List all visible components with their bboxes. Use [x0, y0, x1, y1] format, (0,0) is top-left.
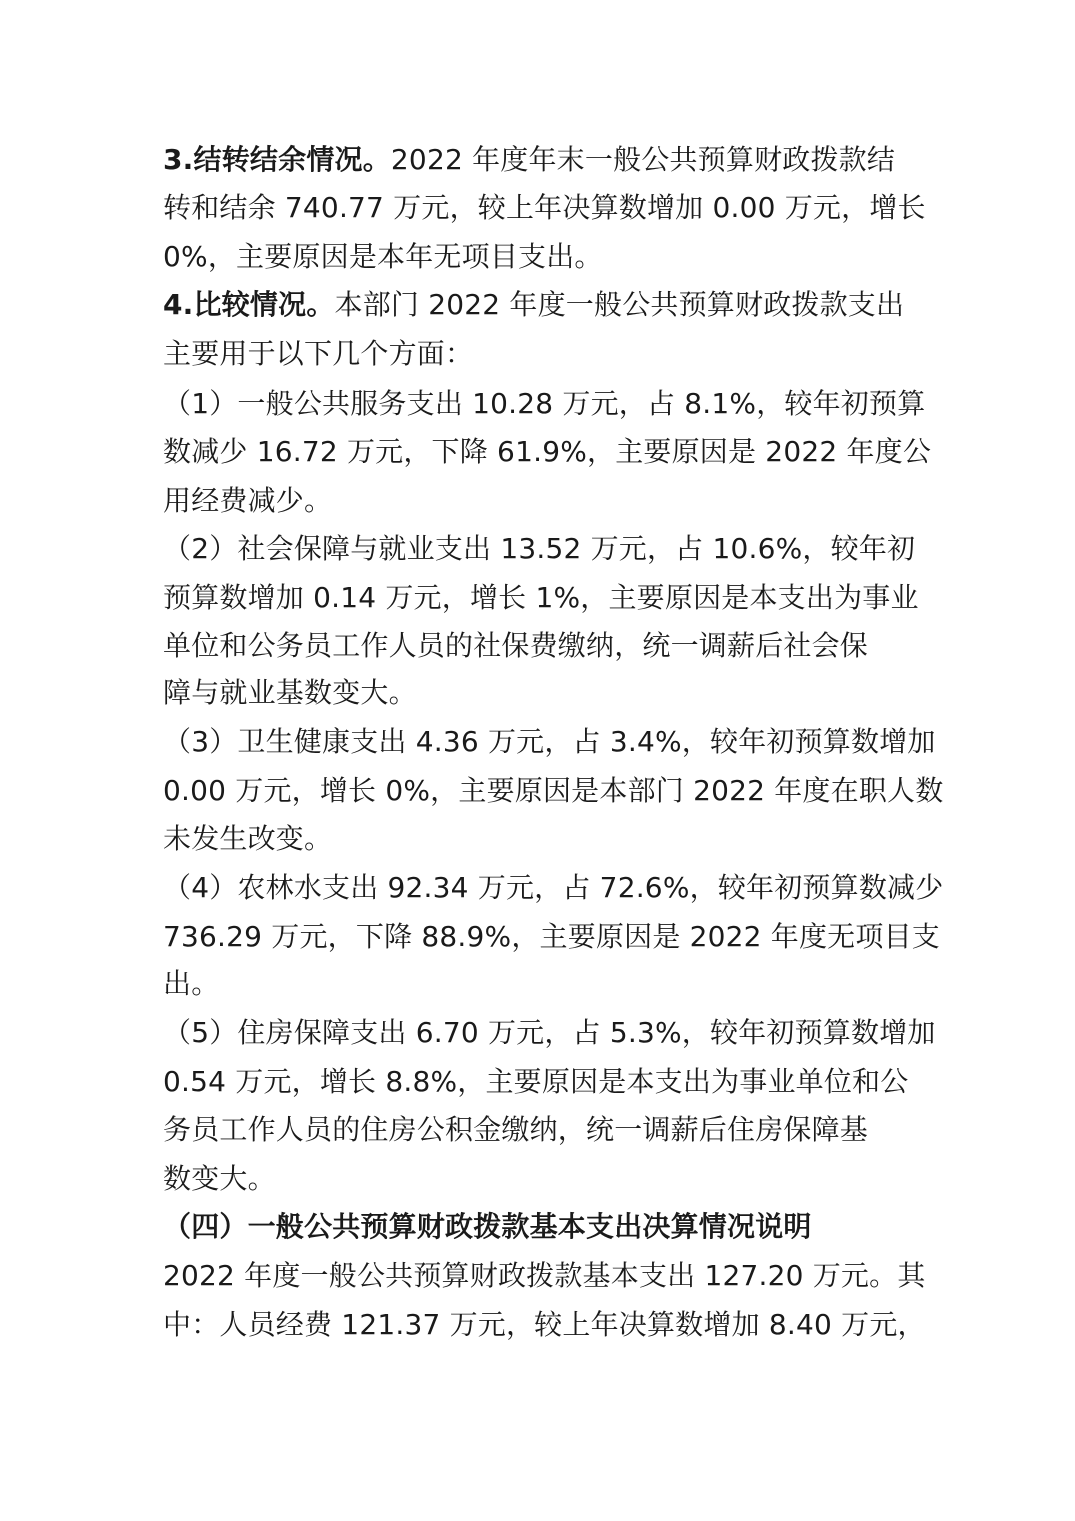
- text-line: [163, 332, 473, 376]
- line-text: 用经费减少。: [163, 484, 333, 517]
- line-text: 2022 年度年末一般公共预算财政拨款结: [390, 143, 896, 176]
- line-text: 单位和公务员工作人员的社保费缴纳，统一调薪后社会保: [163, 629, 869, 662]
- line-heading: （四）一般公共预算财政拨款基本支出决算情况说明: [163, 1210, 812, 1243]
- line-text: 主要用于以下几个方面：: [163, 337, 474, 370]
- text-line: [163, 430, 931, 474]
- text-line: [163, 1108, 868, 1152]
- line-heading: 4.比较情况。: [163, 288, 335, 321]
- line-text: （2）社会保障与就业支出 13.52 万元，占 10.6%，较年初: [163, 532, 916, 565]
- line-heading: 3.结转结余情况。: [163, 143, 391, 176]
- line-text: 未发生改变。: [163, 822, 333, 855]
- line-text: 0.00 万元，增长 0%，主要原因是本部门 2022 年度在职人数: [163, 774, 944, 807]
- text-line: [163, 1157, 276, 1201]
- line-text: 本部门 2022 年度一般公共预算财政拨款支出: [334, 288, 905, 321]
- line-text: 转和结余 740.77 万元，较上年决算数增加 0.00 万元，增长: [163, 191, 926, 224]
- text-line: [163, 915, 940, 959]
- text-line: [163, 576, 919, 620]
- line-text: （4）农林水支出 92.34 万元，占 72.6%，较年初预算数减少: [163, 871, 944, 904]
- text-line: [163, 527, 915, 571]
- text-line: [163, 138, 895, 182]
- text-line: [163, 1011, 936, 1055]
- line-text: （1）一般公共服务支出 10.28 万元，占 8.1%，较年初预算: [163, 387, 926, 420]
- line-text: （5）住房保障支出 6.70 万元，占 5.3%，较年初预算数增加: [163, 1016, 936, 1049]
- text-line: [163, 235, 603, 279]
- line-text: 0%，主要原因是本年无项目支出。: [163, 240, 603, 273]
- text-line: [163, 866, 943, 910]
- text-line: [163, 720, 936, 764]
- line-text: 数变大。: [163, 1162, 276, 1195]
- text-line: [163, 1060, 908, 1104]
- line-text: 数减少 16.72 万元，下降 61.9%，主要原因是 2022 年度公: [163, 435, 932, 468]
- text-line: [163, 283, 904, 327]
- line-text: 0.54 万元，增长 8.8%，主要原因是本支出为事业单位和公: [163, 1065, 909, 1098]
- line-text: 务员工作人员的住房公积金缴纳，统一调薪后住房保障基: [163, 1113, 869, 1146]
- text-line: [163, 624, 868, 668]
- line-text: 736.29 万元，下降 88.9%，主要原因是 2022 年度无项目支: [163, 920, 940, 953]
- text-line: [163, 817, 332, 861]
- text-line: [163, 1254, 926, 1298]
- text-line: [163, 671, 417, 715]
- line-text: 预算数增加 0.14 万元，增长 1%，主要原因是本支出为事业: [163, 581, 919, 614]
- line-text: 障与就业基数变大。: [163, 676, 417, 709]
- text-line: [163, 479, 332, 523]
- line-text: 出。: [163, 967, 220, 1000]
- line-text: 2022 年度一般公共预算财政拨款基本支出 127.20 万元。其: [163, 1259, 926, 1292]
- text-line: [163, 769, 943, 813]
- section-heading: [163, 1205, 812, 1249]
- text-line: [163, 382, 925, 426]
- line-text: 中：人员经费 121.37 万元，较上年决算数增加 8.40 万元，: [163, 1308, 926, 1341]
- text-line: [163, 962, 219, 1006]
- text-line: [163, 186, 926, 230]
- line-text: （3）卫生健康支出 4.36 万元，占 3.4%，较年初预算数增加: [163, 725, 936, 758]
- text-line: [163, 1303, 926, 1347]
